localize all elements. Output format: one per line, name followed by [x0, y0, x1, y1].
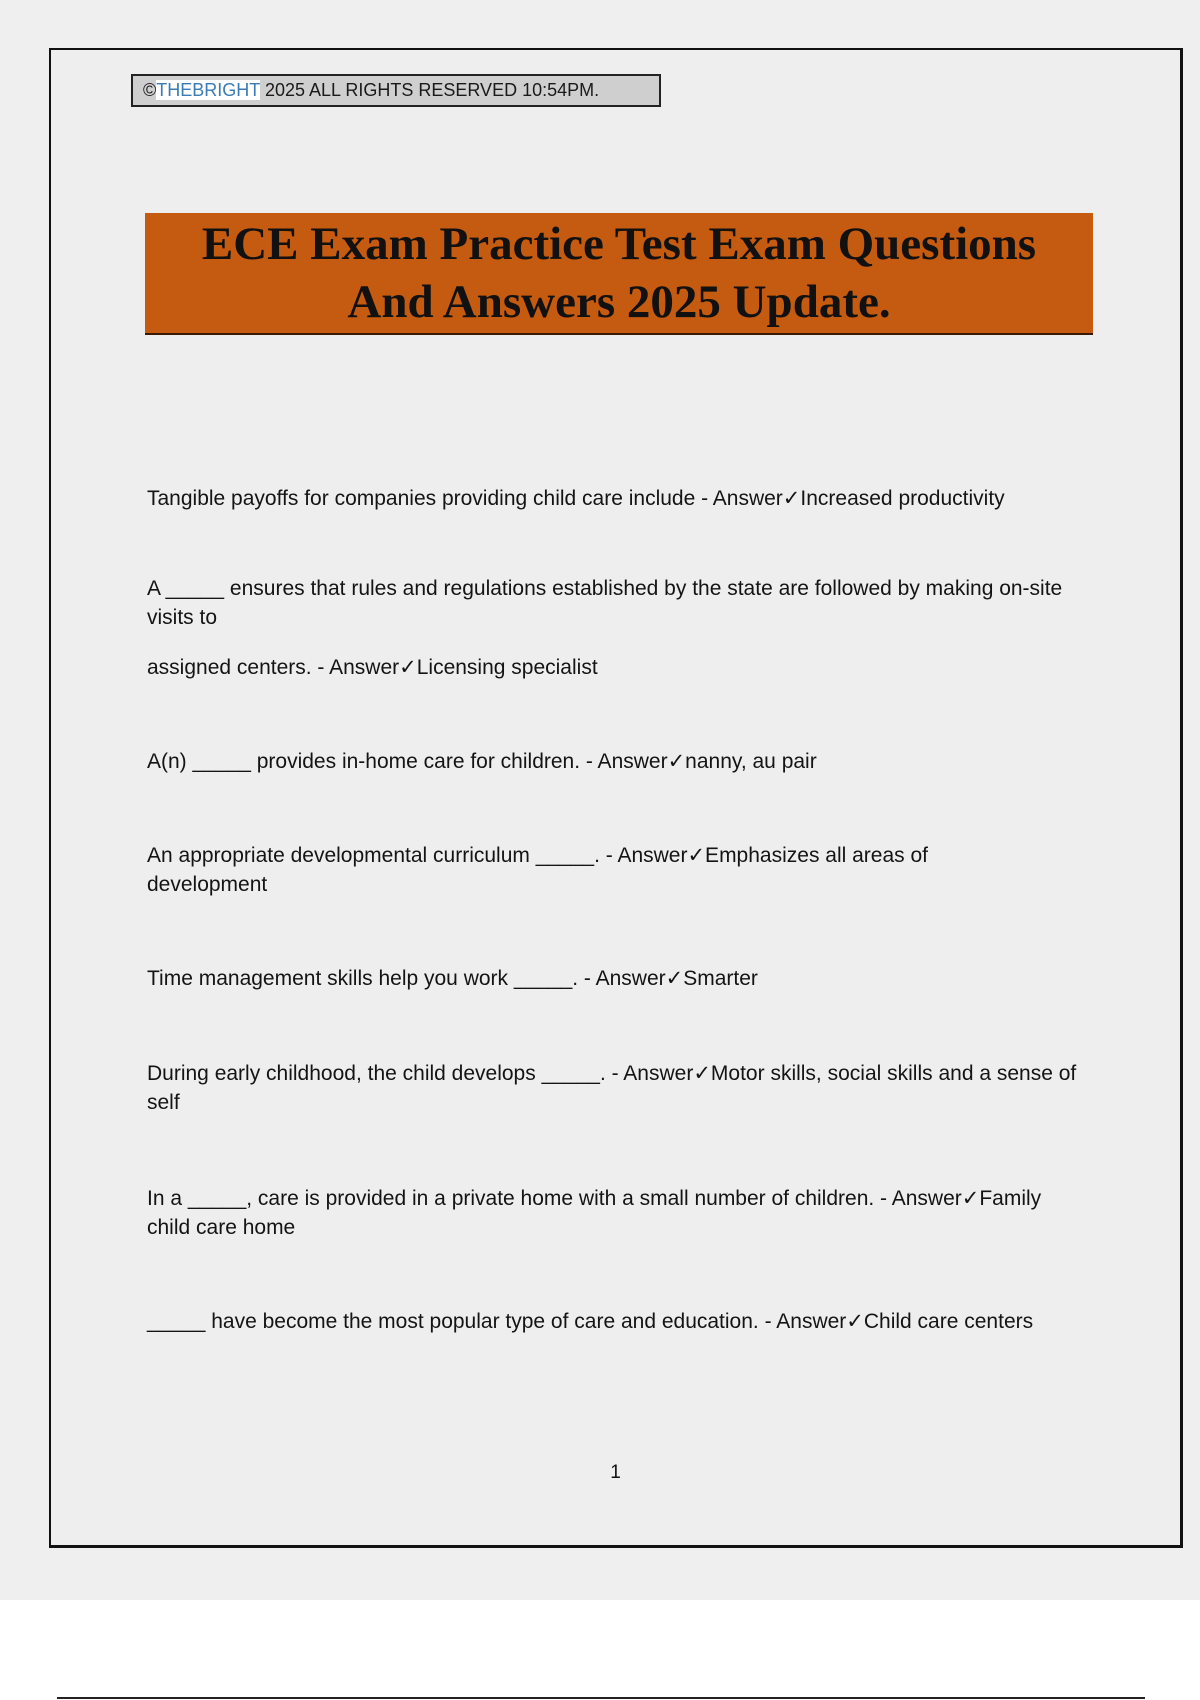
qa-item-5: Time management skills help you work _____. - Answer✓Smarter — [147, 967, 758, 990]
qa-item-6: During early childhood, the child develops _____. - Answer✓Motor skills, social skills and a sense of self — [147, 1062, 1077, 1114]
page-number: 1 — [610, 1462, 621, 1483]
document-page — [49, 48, 1183, 1548]
qa-item-7: In a _____, care is provided in a private home with a small number of children. - Answer✓Family child care home — [147, 1187, 1042, 1239]
qa-item-8: _____ have become the most popular type of care and education. - Answer✓Child care centers — [147, 1310, 1034, 1333]
qa-item-2: A _____ ensures that rules and regulations established by the state are followed by making on-site visits to — [147, 577, 1063, 629]
copyright-brand: THEBRIGHT — [156, 80, 260, 100]
qa-item-4: An appropriate developmental curriculum _____. - Answer✓Emphasizes all areas of development — [147, 844, 928, 896]
qa-item-2-continued: assigned centers. - Answer✓Licensing specialist — [147, 656, 598, 679]
copyright-text: 2025 ALL RIGHTS RESERVED 10:54PM. — [259, 80, 600, 100]
title-banner — [145, 213, 1093, 335]
copyright-notice — [131, 74, 661, 107]
title-line-2: And Answers 2025 Update. — [347, 276, 891, 328]
copyright-symbol: © — [143, 80, 157, 100]
title-line-1: ECE Exam Practice Test Exam Questions — [201, 218, 1037, 270]
next-page-top-rule — [57, 1697, 1145, 1699]
qa-item-1: Tangible payoffs for companies providing child care include - Answer✓Increased productivity — [147, 487, 1005, 510]
qa-item-3: A(n) _____ provides in-home care for children. - Answer✓nanny, au pair — [147, 750, 817, 773]
